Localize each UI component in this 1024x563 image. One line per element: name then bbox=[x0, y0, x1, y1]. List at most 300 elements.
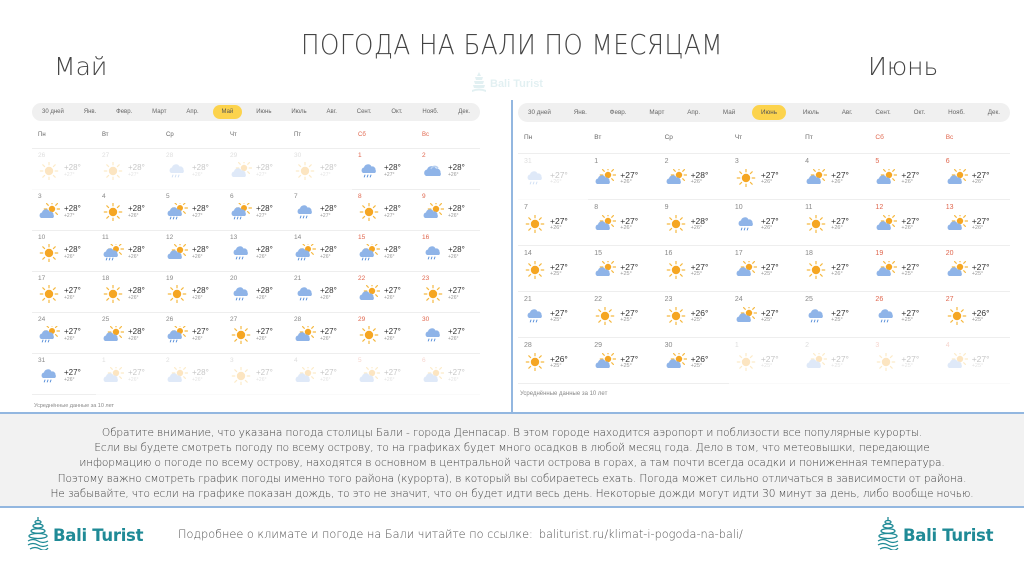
day-forecast bbox=[294, 367, 352, 385]
day-number: 16 bbox=[664, 250, 673, 257]
day-cell[interactable] bbox=[588, 200, 658, 246]
day-number: 2 bbox=[166, 357, 170, 364]
day-cell[interactable] bbox=[588, 154, 658, 200]
temp-high: +27° bbox=[384, 368, 401, 377]
pagoda-icon bbox=[877, 516, 899, 555]
temperatures bbox=[620, 263, 638, 278]
temp-low: +26° bbox=[192, 295, 203, 301]
month-tab[interactable]: Апр. bbox=[687, 109, 701, 116]
day-cell[interactable] bbox=[160, 272, 224, 313]
day-number: 4 bbox=[805, 158, 810, 165]
day-cell[interactable] bbox=[659, 200, 729, 246]
day-number: 17 bbox=[734, 250, 743, 257]
temperatures bbox=[761, 263, 779, 278]
temp-high: +28° bbox=[256, 204, 273, 213]
day-cell[interactable] bbox=[352, 190, 416, 231]
notice-line: Не забывайте, что если на графике показан дождь, то это не значит, что он будет идти весь день. Некоторые дожди могут идти 30 минут за день, либо вообще ночью. bbox=[50, 487, 974, 500]
day-cell[interactable] bbox=[32, 231, 96, 272]
temp-low: +26° bbox=[256, 254, 267, 260]
day-cell[interactable] bbox=[32, 313, 96, 354]
temperatures bbox=[64, 246, 81, 260]
pagoda-icon bbox=[472, 71, 486, 98]
day-cell[interactable] bbox=[224, 149, 288, 190]
temp-high: +28° bbox=[320, 204, 337, 213]
temp-high: +27° bbox=[831, 215, 849, 226]
day-cell[interactable] bbox=[799, 246, 869, 292]
temp-high: +27° bbox=[901, 169, 920, 180]
day-forecast bbox=[358, 326, 416, 344]
watermark-logo bbox=[472, 70, 572, 98]
day-cell[interactable] bbox=[416, 190, 480, 231]
day-cell[interactable] bbox=[288, 313, 352, 354]
temp-low: +25° bbox=[971, 271, 984, 277]
temp-low: +27° bbox=[128, 172, 139, 178]
partly-cloudy-rain-icon bbox=[102, 244, 124, 262]
day-forecast bbox=[358, 203, 416, 221]
partly-cloudy-icon bbox=[946, 215, 968, 233]
day-cell[interactable] bbox=[659, 154, 729, 200]
day-forecast bbox=[594, 261, 658, 279]
day-number: 29 bbox=[358, 316, 366, 323]
month-tab[interactable]: Июль bbox=[291, 109, 307, 115]
day-cell[interactable] bbox=[96, 272, 160, 313]
day-forecast bbox=[594, 307, 658, 325]
temp-high: +27° bbox=[971, 261, 990, 272]
day-cell[interactable] bbox=[940, 200, 1010, 246]
day-cell[interactable] bbox=[518, 200, 588, 246]
day-forecast bbox=[38, 285, 96, 303]
temp-high: +28° bbox=[128, 327, 145, 336]
day-number: 7 bbox=[294, 193, 298, 200]
day-cell[interactable] bbox=[32, 354, 96, 395]
partly-cloudy-icon bbox=[102, 326, 124, 344]
month-tab[interactable]: Дек. bbox=[987, 109, 1000, 116]
day-forecast bbox=[230, 326, 288, 344]
day-forecast bbox=[166, 162, 224, 180]
temperatures bbox=[384, 164, 401, 178]
day-cell[interactable] bbox=[940, 338, 1010, 384]
month-tab[interactable]: Сент. bbox=[356, 109, 372, 115]
temp-low: +26° bbox=[256, 295, 267, 301]
sun-icon bbox=[38, 162, 60, 180]
month-tab[interactable]: Май bbox=[722, 109, 736, 116]
temp-high: +27° bbox=[971, 353, 990, 364]
weekday-label: Сб bbox=[358, 131, 366, 138]
day-cell[interactable] bbox=[588, 246, 658, 292]
temp-low: +26° bbox=[320, 254, 331, 260]
day-cell[interactable] bbox=[659, 338, 729, 384]
month-tab[interactable]: Авг. bbox=[841, 109, 853, 116]
month-tab[interactable]: Июнь bbox=[752, 105, 786, 120]
temperatures bbox=[620, 355, 638, 370]
temperatures bbox=[620, 309, 638, 324]
day-forecast bbox=[524, 307, 588, 325]
day-number: 2 bbox=[422, 152, 426, 159]
temp-low: +26° bbox=[384, 336, 395, 342]
day-cell[interactable] bbox=[869, 292, 939, 338]
day-forecast bbox=[594, 353, 658, 371]
month-tab[interactable]: Янв. bbox=[83, 109, 97, 115]
day-number: 28 bbox=[294, 316, 302, 323]
day-number: 1 bbox=[734, 342, 739, 349]
temperatures bbox=[320, 287, 337, 301]
partly-cloudy-icon bbox=[358, 285, 380, 303]
day-forecast bbox=[422, 244, 480, 262]
sun-icon bbox=[665, 215, 687, 233]
month-tab[interactable]: Июнь bbox=[256, 109, 272, 115]
temp-low: +25° bbox=[550, 317, 562, 323]
day-forecast bbox=[102, 203, 160, 221]
temp-high: +27° bbox=[760, 353, 779, 364]
day-forecast bbox=[422, 367, 480, 385]
month-tab[interactable]: Апр. bbox=[186, 109, 199, 115]
day-number: 27 bbox=[102, 152, 110, 159]
day-number: 3 bbox=[875, 342, 880, 349]
month-tab[interactable]: 30 дней bbox=[42, 109, 64, 115]
day-number: 28 bbox=[524, 342, 532, 349]
sun-icon bbox=[594, 307, 616, 325]
temp-high: +27° bbox=[760, 215, 779, 226]
day-cell[interactable] bbox=[416, 313, 480, 354]
temperatures bbox=[64, 369, 81, 383]
temp-high: +27° bbox=[550, 215, 568, 226]
rain-cloud-icon bbox=[524, 169, 546, 187]
temperatures bbox=[901, 217, 919, 232]
day-cell[interactable] bbox=[352, 313, 416, 354]
day-number: 11 bbox=[102, 234, 109, 241]
temp-high: +28° bbox=[690, 215, 709, 226]
day-cell[interactable] bbox=[940, 292, 1010, 338]
day-forecast bbox=[358, 244, 416, 262]
day-cell[interactable] bbox=[352, 354, 416, 395]
temp-low: +26° bbox=[550, 225, 562, 231]
temp-low: +25° bbox=[760, 363, 773, 369]
temperatures bbox=[320, 369, 337, 383]
month-tab[interactable]: Февр. bbox=[609, 109, 627, 116]
day-cell[interactable] bbox=[416, 272, 480, 313]
day-forecast bbox=[594, 215, 658, 233]
month-tab[interactable]: Март bbox=[152, 109, 167, 115]
partly-cloudy-icon bbox=[946, 353, 968, 371]
day-cell[interactable] bbox=[96, 313, 160, 354]
partly-cloudy-icon bbox=[665, 353, 687, 371]
temp-high: +27° bbox=[831, 353, 849, 364]
temp-high: +27° bbox=[128, 368, 145, 377]
day-forecast bbox=[422, 285, 480, 303]
day-cell[interactable] bbox=[224, 313, 288, 354]
day-cell[interactable] bbox=[160, 313, 224, 354]
partly-cloudy-icon bbox=[735, 307, 757, 325]
sun-icon bbox=[102, 203, 124, 221]
footer-link[interactable]: baliturist.ru/klimat-i-pogoda-na-bali/ bbox=[538, 528, 743, 541]
temperatures bbox=[128, 246, 145, 260]
day-cell[interactable] bbox=[96, 231, 160, 272]
temperatures bbox=[972, 355, 990, 370]
day-number: 6 bbox=[422, 357, 426, 364]
day-cell[interactable] bbox=[518, 246, 588, 292]
temp-high: +28° bbox=[128, 163, 145, 172]
day-cell[interactable] bbox=[160, 354, 224, 395]
day-cell[interactable] bbox=[224, 190, 288, 231]
notice-line: Поэтому важно смотреть график погоды именно того района (курорта), в который вы собираетесь ехать. Погода может сильно отличаться в зависимости от района. bbox=[57, 472, 967, 485]
temp-low: +26° bbox=[448, 213, 459, 219]
month-tab[interactable]: Июль bbox=[802, 109, 819, 116]
calendar-panel-june bbox=[518, 103, 1010, 398]
temp-high: +28° bbox=[320, 286, 337, 295]
weekday-label: Вт bbox=[102, 131, 109, 138]
logo-text: Bali Turist bbox=[903, 526, 994, 545]
day-cell[interactable] bbox=[224, 272, 288, 313]
day-cell[interactable] bbox=[160, 231, 224, 272]
notice-line: Если вы будете смотреть погоду по всему острову, то на графиках будет много осадков в любой месяц года. Дело в том, что метеовышки, передающие bbox=[94, 442, 930, 455]
day-forecast bbox=[665, 353, 729, 371]
temp-high: +27° bbox=[448, 286, 465, 295]
day-cell[interactable] bbox=[869, 154, 939, 200]
day-cell[interactable] bbox=[588, 338, 658, 384]
day-cell[interactable] bbox=[729, 338, 799, 384]
month-tab[interactable]: Авг. bbox=[326, 109, 337, 115]
weekday-label: Пн bbox=[38, 131, 46, 138]
day-cell[interactable] bbox=[288, 231, 352, 272]
day-number: 7 bbox=[524, 204, 528, 211]
temp-low: +27° bbox=[384, 172, 395, 178]
day-cell[interactable] bbox=[416, 231, 480, 272]
day-cell[interactable] bbox=[352, 149, 416, 190]
temperatures bbox=[192, 328, 209, 342]
day-cell[interactable] bbox=[940, 154, 1010, 200]
day-number: 20 bbox=[230, 275, 238, 282]
temp-high: +28° bbox=[690, 169, 709, 180]
day-cell[interactable] bbox=[799, 154, 869, 200]
temp-low: +26° bbox=[128, 336, 139, 342]
day-cell[interactable] bbox=[729, 246, 799, 292]
day-cell[interactable] bbox=[659, 246, 729, 292]
day-cell[interactable] bbox=[160, 149, 224, 190]
day-cell[interactable] bbox=[729, 200, 799, 246]
temp-high: +27° bbox=[831, 169, 849, 180]
temp-low: +26° bbox=[901, 179, 913, 185]
day-cell[interactable] bbox=[869, 200, 939, 246]
temp-high: +28° bbox=[256, 245, 273, 254]
temp-low: +26° bbox=[64, 254, 75, 260]
partly-cloudy-icon bbox=[294, 326, 316, 344]
day-forecast bbox=[38, 367, 96, 385]
temp-low: +26° bbox=[971, 179, 984, 185]
temp-high: +28° bbox=[256, 163, 273, 172]
temperatures bbox=[901, 171, 919, 186]
temp-low: +27° bbox=[256, 172, 267, 178]
weekday-header bbox=[32, 121, 480, 149]
day-number: 31 bbox=[38, 357, 46, 364]
day-number: 8 bbox=[594, 204, 599, 211]
pagoda-icon bbox=[27, 516, 49, 555]
temp-low: +26° bbox=[256, 377, 267, 383]
rain-cloud-icon bbox=[38, 367, 60, 385]
day-cell[interactable] bbox=[729, 292, 799, 338]
day-cell[interactable] bbox=[288, 272, 352, 313]
day-cell[interactable] bbox=[32, 190, 96, 231]
partly-cloudy-icon bbox=[166, 244, 188, 262]
day-number: 26 bbox=[38, 152, 46, 159]
temp-high: +28° bbox=[192, 245, 209, 254]
day-cell[interactable] bbox=[160, 190, 224, 231]
rain-cloud-icon bbox=[294, 285, 316, 303]
day-cell[interactable] bbox=[352, 231, 416, 272]
temp-low: +26° bbox=[192, 172, 203, 178]
day-cell[interactable] bbox=[32, 149, 96, 190]
temperatures bbox=[192, 369, 209, 383]
temp-low: +26° bbox=[128, 295, 139, 301]
day-forecast bbox=[735, 261, 799, 279]
day-cell[interactable] bbox=[416, 149, 480, 190]
day-cell[interactable] bbox=[288, 149, 352, 190]
footer bbox=[0, 508, 1024, 563]
month-tab[interactable]: Нояб. bbox=[948, 109, 965, 116]
day-cell[interactable] bbox=[518, 154, 588, 200]
day-number: 5 bbox=[166, 193, 170, 200]
day-cell[interactable] bbox=[799, 292, 869, 338]
day-forecast bbox=[735, 353, 799, 371]
temp-high: +27° bbox=[901, 261, 920, 272]
temp-high: +27° bbox=[320, 368, 337, 377]
temperatures bbox=[972, 263, 990, 278]
temperatures bbox=[384, 328, 401, 342]
temp-low: +26° bbox=[64, 295, 75, 301]
temperatures bbox=[448, 369, 465, 383]
partly-cloudy-icon bbox=[735, 261, 757, 279]
temp-high: +27° bbox=[690, 261, 709, 272]
day-cell[interactable] bbox=[940, 246, 1010, 292]
bali-turist-logo[interactable] bbox=[27, 516, 143, 555]
day-cell[interactable] bbox=[288, 190, 352, 231]
month-tab[interactable]: Нояб. bbox=[422, 109, 439, 115]
month-tab[interactable]: Окт. bbox=[391, 109, 403, 115]
day-cell[interactable] bbox=[32, 272, 96, 313]
temperatures bbox=[972, 171, 990, 186]
day-cell[interactable] bbox=[96, 190, 160, 231]
day-number: 16 bbox=[422, 234, 430, 241]
temp-high: +27° bbox=[550, 169, 568, 180]
day-number: 28 bbox=[166, 152, 174, 159]
averaged-data-note: Усреднённые данные за 10 лет bbox=[34, 403, 115, 409]
day-cell[interactable] bbox=[518, 292, 588, 338]
temperatures bbox=[901, 309, 919, 324]
temperatures bbox=[448, 246, 465, 260]
day-cell[interactable] bbox=[288, 354, 352, 395]
temp-low: +26° bbox=[320, 336, 331, 342]
temp-high: +28° bbox=[384, 163, 401, 172]
day-cell[interactable] bbox=[352, 272, 416, 313]
partly-cloudy-icon bbox=[805, 169, 827, 187]
month-tab[interactable]: Окт. bbox=[913, 109, 926, 116]
partly-cloudy-icon bbox=[875, 169, 897, 187]
temperatures bbox=[128, 287, 145, 301]
day-number: 18 bbox=[805, 250, 813, 257]
temp-high: +28° bbox=[384, 245, 401, 254]
day-cell[interactable] bbox=[224, 231, 288, 272]
sun-icon bbox=[38, 285, 60, 303]
day-number: 29 bbox=[594, 342, 603, 349]
month-tab[interactable]: Сент. bbox=[875, 109, 891, 116]
sun-icon bbox=[230, 326, 252, 344]
day-cell[interactable] bbox=[588, 292, 658, 338]
month-tab[interactable]: Дек. bbox=[458, 109, 470, 115]
temp-high: +27° bbox=[620, 261, 639, 272]
day-cell[interactable] bbox=[96, 354, 160, 395]
month-tab[interactable]: Май bbox=[213, 105, 243, 119]
month-tab[interactable]: Март bbox=[649, 109, 665, 116]
day-cell[interactable] bbox=[224, 354, 288, 395]
calendar-grid bbox=[518, 154, 1010, 384]
month-tab[interactable]: 30 дней bbox=[528, 109, 551, 116]
temperatures bbox=[128, 205, 145, 219]
partly-cloudy-icon bbox=[230, 162, 252, 180]
day-number: 10 bbox=[734, 204, 743, 211]
day-cell[interactable] bbox=[518, 338, 588, 384]
day-cell[interactable] bbox=[96, 149, 160, 190]
day-forecast bbox=[166, 326, 224, 344]
month-tab[interactable]: Янв. bbox=[573, 109, 587, 116]
day-forecast bbox=[230, 285, 288, 303]
day-forecast bbox=[665, 307, 729, 325]
day-number: 25 bbox=[102, 316, 110, 323]
temp-low: +25° bbox=[831, 363, 843, 369]
temp-high: +28° bbox=[448, 163, 465, 172]
day-number: 5 bbox=[358, 357, 362, 364]
day-number: 5 bbox=[875, 158, 880, 165]
averaged-data-note: Усреднённые данные за 10 лет bbox=[520, 391, 608, 397]
day-number: 12 bbox=[875, 204, 884, 211]
day-number: 9 bbox=[664, 204, 669, 211]
temperatures bbox=[64, 328, 81, 342]
sun-icon bbox=[358, 326, 380, 344]
day-forecast bbox=[38, 162, 96, 180]
rain-cloud-icon bbox=[805, 307, 827, 325]
day-cell[interactable] bbox=[659, 292, 729, 338]
partly-cloudy-rain-icon bbox=[166, 203, 188, 221]
day-cell[interactable] bbox=[799, 200, 869, 246]
bali-turist-logo[interactable] bbox=[877, 516, 993, 555]
day-cell[interactable] bbox=[799, 338, 869, 384]
day-number: 14 bbox=[294, 234, 302, 241]
temp-high: +28° bbox=[64, 245, 81, 254]
temperatures bbox=[691, 355, 709, 370]
day-forecast bbox=[946, 169, 1010, 187]
weekday-header bbox=[518, 122, 1010, 154]
day-cell[interactable] bbox=[729, 154, 799, 200]
day-forecast bbox=[102, 367, 160, 385]
weekday-label: Пт bbox=[805, 134, 813, 141]
temp-high: +26° bbox=[690, 353, 709, 364]
temp-low: +27° bbox=[192, 213, 203, 219]
day-number: 9 bbox=[422, 193, 426, 200]
day-number: 2 bbox=[664, 158, 669, 165]
partly-cloudy-icon bbox=[875, 215, 897, 233]
partly-cloudy-rain-icon bbox=[230, 203, 252, 221]
day-forecast bbox=[422, 326, 480, 344]
day-cell[interactable] bbox=[869, 338, 939, 384]
temperatures bbox=[128, 369, 145, 383]
rain-cloud-icon bbox=[422, 244, 444, 262]
day-cell[interactable] bbox=[869, 246, 939, 292]
rain-cloud-icon bbox=[735, 215, 757, 233]
day-cell[interactable] bbox=[416, 354, 480, 395]
month-tab[interactable]: Февр. bbox=[116, 109, 133, 115]
temp-high: +28° bbox=[128, 204, 145, 213]
temp-low: +27° bbox=[320, 213, 331, 219]
vertical-divider bbox=[511, 100, 513, 413]
temp-low: +25° bbox=[901, 271, 913, 277]
